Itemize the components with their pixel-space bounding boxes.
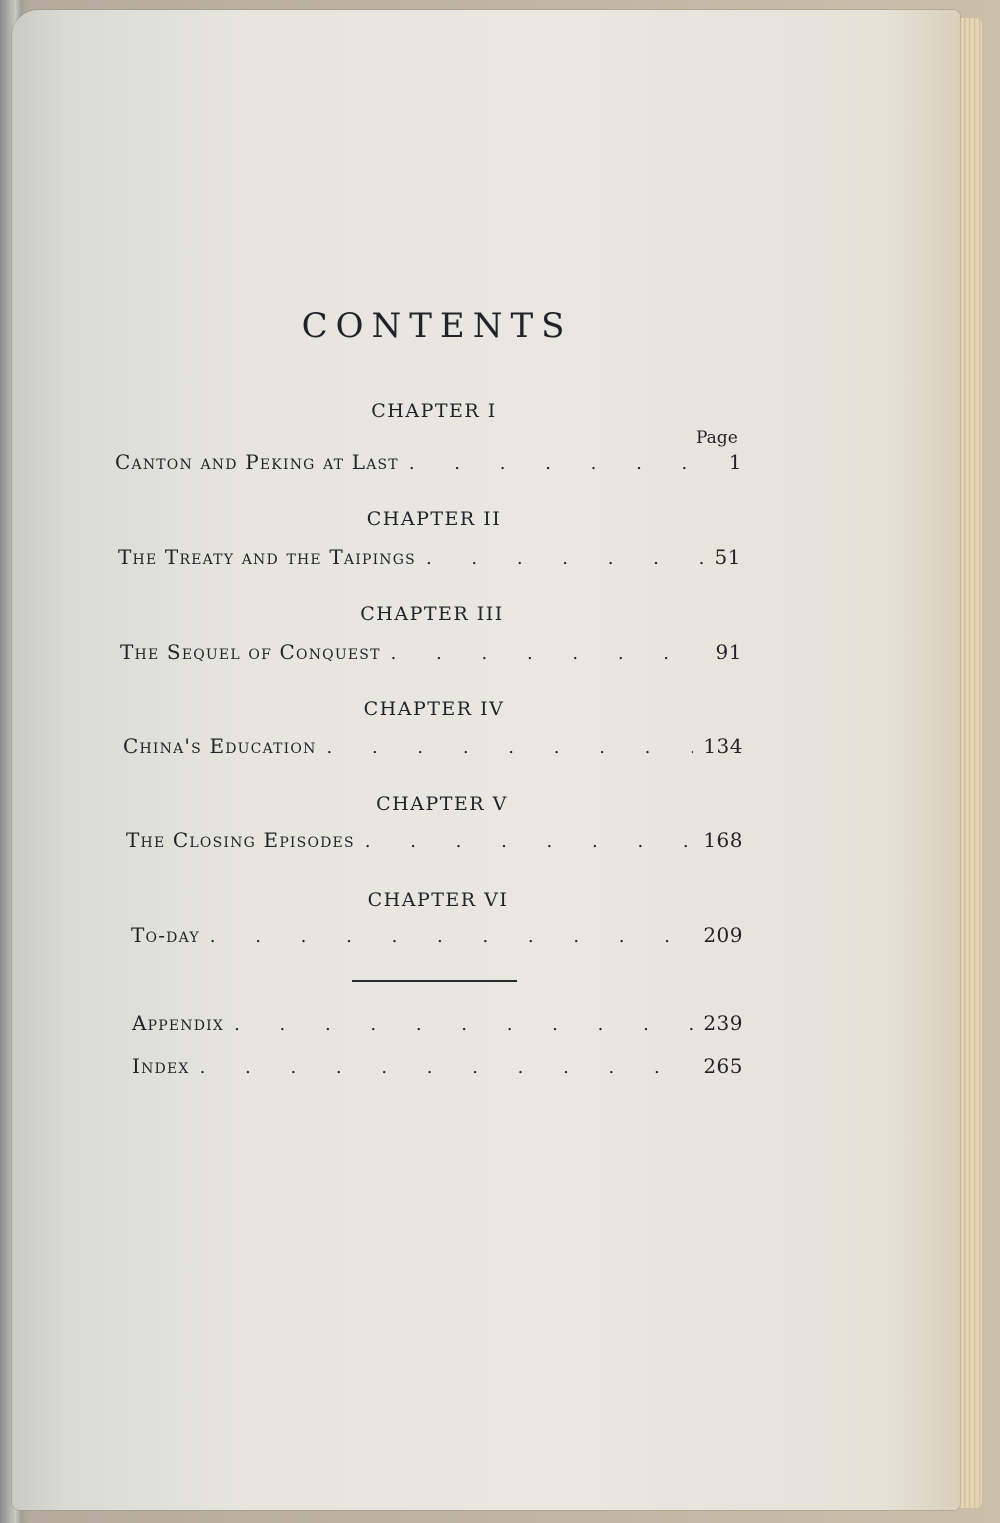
- entry-page-number: 209: [703, 923, 743, 947]
- contents-title: CONTENTS: [301, 306, 573, 346]
- toc-entry[interactable]: [115, 450, 742, 480]
- toc-entry[interactable]: [126, 828, 743, 858]
- leader-dots: [327, 737, 694, 758]
- toc-entry[interactable]: [123, 734, 743, 764]
- leader-dots: [365, 831, 694, 852]
- chapter-heading: CHAPTER IV: [363, 698, 505, 720]
- entry-page-number: 265: [703, 1054, 743, 1078]
- leader-dots: [234, 1014, 693, 1035]
- entry-page-number: 134: [703, 734, 743, 758]
- leader-dots: [210, 926, 694, 947]
- toc-entry[interactable]: [118, 545, 741, 575]
- book-page: [12, 10, 960, 1510]
- leader-dots: [391, 643, 706, 664]
- table-of-contents: [12, 10, 960, 1510]
- leader-dots: [200, 1057, 694, 1078]
- entry-page-number: 168: [703, 828, 743, 852]
- entry-title: Canton and Peking at Last: [115, 450, 399, 474]
- toc-entry[interactable]: [132, 1054, 743, 1084]
- toc-entry[interactable]: [120, 640, 742, 670]
- entry-title: The Sequel of Conquest: [120, 640, 381, 664]
- leader-dots: [409, 453, 719, 474]
- entry-title: Index: [132, 1054, 190, 1078]
- toc-entry[interactable]: [132, 1011, 743, 1041]
- leader-dots: [426, 548, 705, 569]
- entry-title: Appendix: [132, 1011, 225, 1035]
- entry-page-number: 51: [714, 545, 741, 569]
- page-column-label: Page: [696, 428, 738, 448]
- entry-title: The Treaty and the Taipings: [118, 545, 416, 569]
- entry-title: China's Education: [123, 734, 317, 758]
- chapter-heading: CHAPTER V: [376, 793, 508, 815]
- section-divider: [352, 980, 517, 982]
- chapter-heading: CHAPTER III: [360, 603, 504, 625]
- entry-page-number: 1: [728, 450, 742, 474]
- entry-page-number: 239: [703, 1011, 743, 1035]
- chapter-heading: CHAPTER II: [366, 508, 502, 530]
- entry-page-number: 91: [715, 640, 742, 664]
- entry-title: The Closing Episodes: [126, 828, 355, 852]
- entry-title: To-day: [131, 923, 200, 947]
- chapter-heading: CHAPTER VI: [367, 889, 509, 911]
- chapter-heading: CHAPTER I: [371, 400, 497, 422]
- toc-entry[interactable]: [131, 923, 743, 953]
